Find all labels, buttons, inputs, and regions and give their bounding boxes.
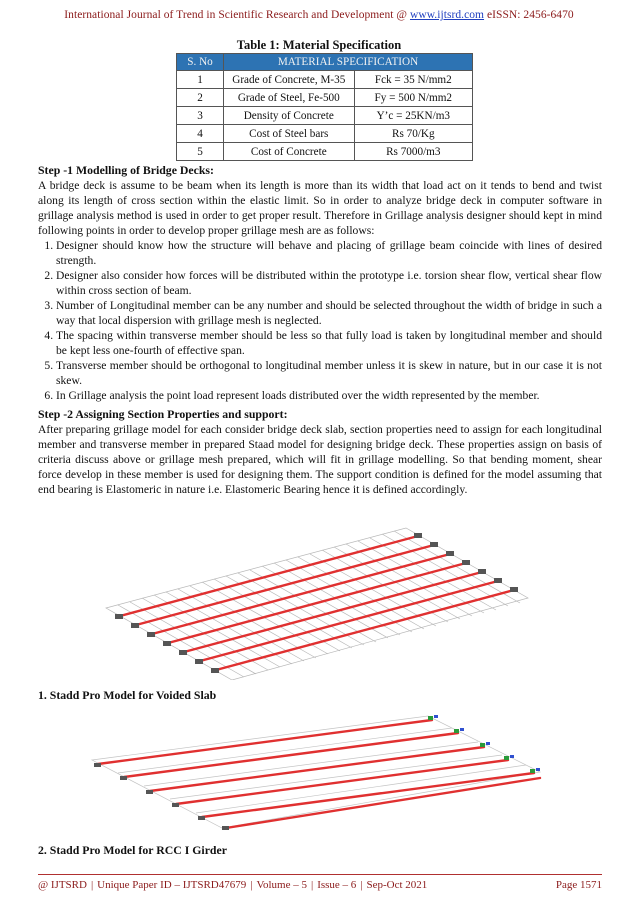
list-item: 4. The spacing within transverse member should be less so that fully load is taken by longitudinal member and should be kept less one-fourth of effective span. [56,328,602,358]
cell-material: Cost of Steel bars [224,125,355,143]
step2-heading: Step -2 Assigning Section Properties and support: [38,407,288,421]
cell-material: Cost of Concrete [224,143,355,161]
voided-slab-grillage-figure [96,520,536,680]
running-header [0,9,638,21]
list-item: 1. Designer should know how the structure will behave and placing of grillage beam coincide with lines of desired strength. [56,238,602,268]
cell-value: Rs 70/Kg [354,125,472,143]
cell-sno: 3 [177,107,224,125]
table-row [177,107,473,125]
table-caption: Table 1: Material Specification [236,38,402,52]
footer-divider [38,874,602,875]
cell-material: Grade of Steel, Fe-500 [224,89,355,107]
material-spec-table [176,53,473,161]
footer-page: Page 1571 [555,879,602,891]
cell-value: Fck = 35 N/mm2 [354,71,472,89]
step2-paragraph: After preparing grillage model for each consider bridge deck slab, section properties need to assign for each longitudinal member and transverse member in prepared Staad model for designing bridge deck. These properties assign on basis of criteria discuss above or grillage mesh prepared, which will fit in grillage modelling. So that bending moment, shear force develop in these member is used for designing them. The support condition is defined for the model assuming that end bearing is Elastomeric in nature i.e. Elastomeric Bearing hence it is defined accordingly. [38,423,602,496]
issn: eISSN: 2456-6470 [484,9,574,21]
list-item: 3. Number of Longitudinal member can be any number and should be selected throughout the width of bridge in such a way that local dispersion with grillage mesh is neglected. [56,298,602,328]
cell-sno: 1 [177,71,224,89]
running-footer: @ IJTSRD | Unique Paper ID – IJTSRD47679 | Volume – 5 | Issue – 6 | Sep-Oct 2021 Page 1571 [38,879,602,891]
footer-journal: @ IJTSRD [38,879,87,891]
header-sno: S. No [177,54,224,71]
list-item: 6. In Grillage analysis the point load represent loads distributed over the width represented by the member. [56,388,602,403]
rcc-i-girder-figure [88,712,548,832]
footer-date: Sep-Oct 2021 [366,879,428,891]
table-header-row [177,54,473,71]
cell-material: Density of Concrete [224,107,355,125]
cell-material: Grade of Concrete, M-35 [224,71,355,89]
step1-heading: Step -1 Modelling of Bridge Decks: [38,163,214,177]
cell-sno: 5 [177,143,224,161]
footer-volume: Volume – 5 [256,879,307,891]
table-row [177,143,473,161]
cell-sno: 2 [177,89,224,107]
step1-list [38,238,602,403]
figure2-caption: 2. Stadd Pro Model for RCC I Girder [38,843,227,857]
table-row [177,125,473,143]
figure1-caption: 1. Stadd Pro Model for Voided Slab [38,688,217,702]
journal-name: International Journal of Trend in Scientific Research and Development @ [64,9,410,21]
list-item: 2. Designer also consider how forces will be distributed within the prototype i.e. torsion shear flow, vertical shear flow within cross section of beam. [56,268,602,298]
list-item: 5. Transverse member should be orthogonal to longitudinal member unless it is skew in nature, but in our case it is not skew. [56,358,602,388]
table-row [177,89,473,107]
footer-paper-id: Unique Paper ID – IJTSRD47679 [97,879,247,891]
journal-url-link[interactable]: www.ijtsrd.com [409,9,485,21]
cell-value: Rs 7000/m3 [354,143,472,161]
cell-value: Fy = 500 N/mm2 [354,89,472,107]
i-girders [98,720,540,828]
header-material: MATERIAL SPECIFICATION [224,54,473,71]
cell-value: Υ’c = 25KN/m3 [354,107,472,125]
table-row [177,71,473,89]
body-text [38,163,602,497]
footer-issue: Issue – 6 [317,879,357,891]
cell-sno: 4 [177,125,224,143]
step1-paragraph: A bridge deck is assume to be beam when its length is more than its width that load act on it tends to bend and twist along its length of cross section within the elastic limit. So in order to analyze bridge deck in computer software in grillage analysis method is used in order to get proper result. Therefore in Grillage analysis designer should kept in mind following points in order to develop proper grillage mesh are as follows: [38,179,602,237]
